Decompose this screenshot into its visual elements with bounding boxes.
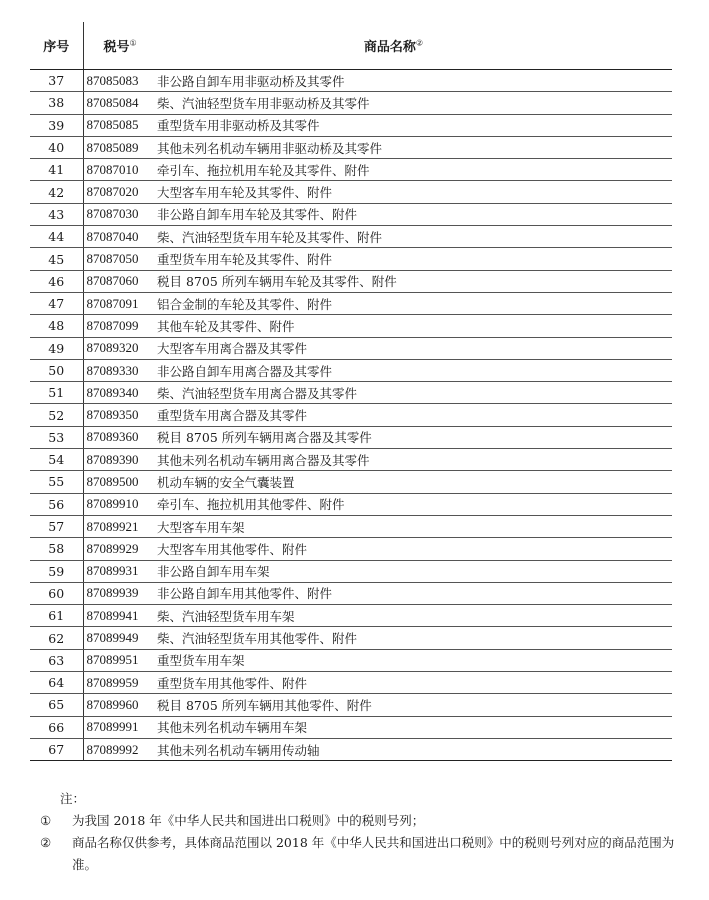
cell-name: 柴、汽油轻型货车用车架: [155, 605, 672, 627]
cell-name: 重型货车用离合器及其零件: [155, 404, 672, 426]
cell-code: 87087030: [83, 203, 155, 225]
cell-name: 牵引车、拖拉机用车轮及其零件、附件: [155, 159, 672, 181]
cell-seq: 61: [30, 605, 83, 627]
cell-name: 非公路自卸车用车架: [155, 560, 672, 582]
cell-name: 重型货车用其他零件、附件: [155, 672, 672, 694]
cell-seq: 44: [30, 226, 83, 248]
cell-code: 87087091: [83, 292, 155, 314]
cell-seq: 55: [30, 471, 83, 493]
cell-seq: 54: [30, 449, 83, 471]
cell-seq: 60: [30, 582, 83, 604]
cell-seq: 37: [30, 70, 83, 92]
header-name: [155, 22, 672, 70]
table-row: [30, 359, 672, 381]
cell-code: 87087099: [83, 315, 155, 337]
cell-name: 重型货车用车轮及其零件、附件: [155, 248, 672, 270]
cell-code: 87087040: [83, 226, 155, 248]
cell-seq: 67: [30, 738, 83, 760]
cell-code: 87085089: [83, 136, 155, 158]
cell-name: 税目 8705 所列车辆用车轮及其零件、附件: [155, 270, 672, 292]
table-row: [30, 382, 672, 404]
cell-code: 87089992: [83, 738, 155, 760]
header-code: [83, 22, 155, 70]
tariff-table: [30, 22, 672, 761]
cell-name: 其他未列名机动车辆用非驱动桥及其零件: [155, 136, 672, 158]
cell-name: 大型客车用离合器及其零件: [155, 337, 672, 359]
table-row: [30, 315, 672, 337]
cell-seq: 43: [30, 203, 83, 225]
cell-name: 其他未列名机动车辆用车架: [155, 716, 672, 738]
cell-seq: 39: [30, 114, 83, 136]
cell-seq: 46: [30, 270, 83, 292]
cell-name: 非公路自卸车用非驱动桥及其零件: [155, 70, 672, 92]
cell-code: 87085083: [83, 70, 155, 92]
table-row: [30, 114, 672, 136]
cell-code: 87087060: [83, 270, 155, 292]
table-row: [30, 493, 672, 515]
cell-code: 87087020: [83, 181, 155, 203]
table-row: [30, 159, 672, 181]
table-row: [30, 92, 672, 114]
cell-code: 87089931: [83, 560, 155, 582]
cell-code: 87089929: [83, 538, 155, 560]
cell-code: 87089949: [83, 627, 155, 649]
cell-name: 柴、汽油轻型货车用非驱动桥及其零件: [155, 92, 672, 114]
cell-name: 大型客车用车轮及其零件、附件: [155, 181, 672, 203]
cell-seq: 42: [30, 181, 83, 203]
cell-name: 柴、汽油轻型货车用车轮及其零件、附件: [155, 226, 672, 248]
table-row: [30, 515, 672, 537]
cell-code: 87087050: [83, 248, 155, 270]
table-row: [30, 181, 672, 203]
table-row: [30, 426, 672, 448]
cell-seq: 41: [30, 159, 83, 181]
cell-name: 机动车辆的安全气囊装置: [155, 471, 672, 493]
note-item: [40, 832, 680, 876]
cell-name: 非公路自卸车用车轮及其零件、附件: [155, 203, 672, 225]
cell-seq: 62: [30, 627, 83, 649]
header-name-footnote: ②: [415, 38, 424, 48]
cell-seq: 53: [30, 426, 83, 448]
table-row: [30, 226, 672, 248]
table-row: [30, 248, 672, 270]
cell-seq: 48: [30, 315, 83, 337]
table-row: [30, 449, 672, 471]
cell-seq: 59: [30, 560, 83, 582]
table-row: [30, 582, 672, 604]
cell-code: 87089340: [83, 382, 155, 404]
notes-section: [40, 788, 680, 876]
cell-code: 87089991: [83, 716, 155, 738]
cell-seq: 38: [30, 92, 83, 114]
cell-name: 税目 8705 所列车辆用离合器及其零件: [155, 426, 672, 448]
cell-name: 非公路自卸车用离合器及其零件: [155, 359, 672, 381]
table-row: [30, 560, 672, 582]
cell-code: 87089360: [83, 426, 155, 448]
cell-seq: 51: [30, 382, 83, 404]
header-code-footnote: ①: [129, 38, 137, 48]
table-row: [30, 471, 672, 493]
cell-seq: 45: [30, 248, 83, 270]
cell-code: 87087010: [83, 159, 155, 181]
cell-seq: 56: [30, 493, 83, 515]
table-body: [30, 70, 672, 761]
cell-code: 87089910: [83, 493, 155, 515]
table-row: [30, 292, 672, 314]
cell-code: 87089320: [83, 337, 155, 359]
note-mark: ②: [40, 835, 52, 850]
table-row: [30, 136, 672, 158]
table-row: [30, 627, 672, 649]
cell-seq: 63: [30, 649, 83, 671]
cell-code: 87089959: [83, 672, 155, 694]
cell-name: 大型客车用车架: [155, 515, 672, 537]
note-item: [40, 810, 680, 832]
cell-seq: 57: [30, 515, 83, 537]
cell-code: 87085085: [83, 114, 155, 136]
note-text: 商品名称仅供参考，具体商品范围以 2018 年《中华人民共和国进出口税则》中的税则号列对应的商品范围为准。: [72, 835, 675, 872]
cell-code: 87089390: [83, 449, 155, 471]
cell-seq: 40: [30, 136, 83, 158]
cell-name: 其他未列名机动车辆用离合器及其零件: [155, 449, 672, 471]
cell-name: 重型货车用非驱动桥及其零件: [155, 114, 672, 136]
cell-name: 大型客车用其他零件、附件: [155, 538, 672, 560]
table-row: [30, 649, 672, 671]
header-name-label: 商品名称: [363, 40, 416, 55]
cell-seq: 64: [30, 672, 83, 694]
cell-name: 牵引车、拖拉机用其他零件、附件: [155, 493, 672, 515]
cell-code: 87089500: [83, 471, 155, 493]
table-row: [30, 203, 672, 225]
header-code-label: 税号: [103, 40, 130, 55]
note-text: 为我国 2018 年《中华人民共和国进出口税则》中的税则号列；: [72, 813, 425, 828]
table-row: [30, 337, 672, 359]
table-row: [30, 605, 672, 627]
cell-code: 87089939: [83, 582, 155, 604]
cell-name: 铝合金制的车轮及其零件、附件: [155, 292, 672, 314]
cell-seq: 50: [30, 359, 83, 381]
table-row: [30, 270, 672, 292]
table-row: [30, 672, 672, 694]
cell-code: 87089951: [83, 649, 155, 671]
cell-code: 87089960: [83, 694, 155, 716]
cell-name: 税目 8705 所列车辆用其他零件、附件: [155, 694, 672, 716]
cell-name: 柴、汽油轻型货车用离合器及其零件: [155, 382, 672, 404]
header-seq: 序号: [30, 22, 83, 70]
note-mark: ①: [40, 813, 52, 828]
table-row: [30, 716, 672, 738]
notes-label: 注：: [60, 791, 86, 806]
cell-code: 87089350: [83, 404, 155, 426]
cell-seq: 49: [30, 337, 83, 359]
cell-name: 其他未列名机动车辆用传动轴: [155, 738, 672, 760]
table-row: [30, 538, 672, 560]
cell-name: 其他车轮及其零件、附件: [155, 315, 672, 337]
cell-code: 87085084: [83, 92, 155, 114]
cell-seq: 47: [30, 292, 83, 314]
table-header-row: [30, 22, 672, 70]
cell-code: 87089921: [83, 515, 155, 537]
cell-seq: 52: [30, 404, 83, 426]
cell-name: 非公路自卸车用其他零件、附件: [155, 582, 672, 604]
cell-name: 柴、汽油轻型货车用其他零件、附件: [155, 627, 672, 649]
cell-seq: 65: [30, 694, 83, 716]
cell-code: 87089330: [83, 359, 155, 381]
table-row: [30, 70, 672, 92]
table-row: [30, 404, 672, 426]
table-row: [30, 694, 672, 716]
cell-name: 重型货车用车架: [155, 649, 672, 671]
table-row: [30, 738, 672, 760]
cell-seq: 66: [30, 716, 83, 738]
cell-code: 87089941: [83, 605, 155, 627]
cell-seq: 58: [30, 538, 83, 560]
